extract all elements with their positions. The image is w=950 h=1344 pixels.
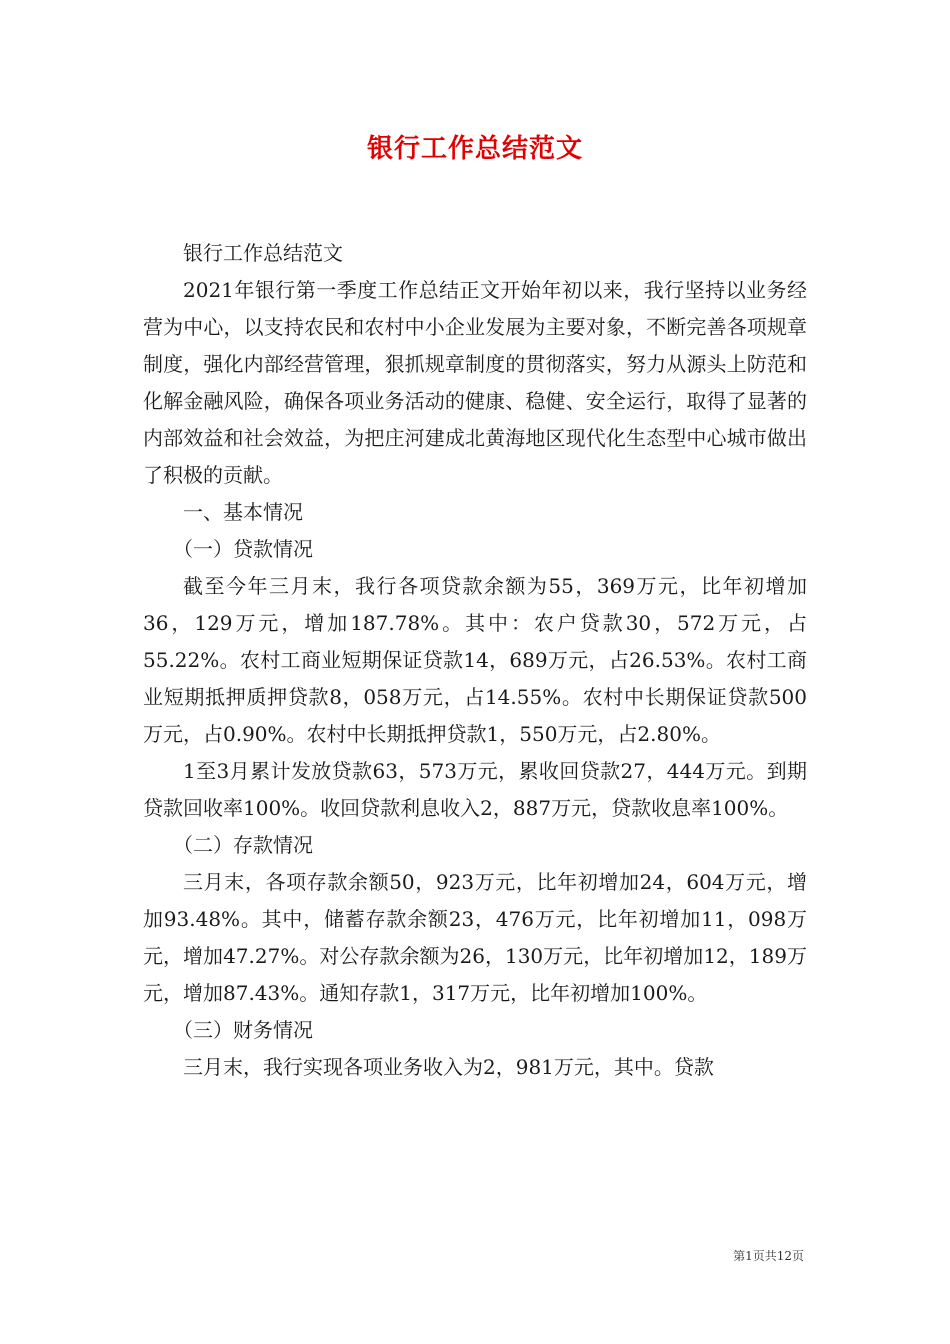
paragraph-finance: 三月末，我行实现各项业务收入为2，981万元，其中。贷款 (183, 1055, 714, 1079)
subsection-heading-deposits: （二）存款情况 (173, 833, 313, 857)
subsection-heading-finance: （三）财务情况 (173, 1018, 313, 1042)
paragraph-loan-issuance: 1至3月累计发放贷款63，573万元，累收回贷款27，444万元。到期贷款回收率100%。收回贷款利息收入2，887万元，贷款收息率100%。 (143, 759, 807, 820)
paragraph-loans: 截至今年三月末，我行各项贷款余额为55，369万元，比年初增加36，129万元，增加187.78%。其中：农户贷款30，572万元，占55.22%。农村工商业短期保证贷款14，689万元，占26.53%。农村工商业短期抵押质押贷款8，058万元，占14.55%。农村中长期保证贷款500万元，占0.90%。农村中长期抵押贷款1，550万元，占2.80%。 (143, 574, 807, 746)
subsection-heading-loans: （一）贷款情况 (173, 537, 313, 561)
document-title: 银行工作总结范文 (366, 134, 583, 164)
document-body (143, 235, 807, 1086)
paragraph-deposits: 三月末，各项存款余额50，923万元，比年初增加24，604万元，增加93.48%。其中，储蓄存款余额23，476万元，比年初增加11，098万元，增加47.27%。对公存款余额为26，130万元，比年初增加12，189万元，增加87.43%。通知存款1，317万元，比年初增加100%。 (143, 870, 807, 1005)
paragraph-heading: 银行工作总结范文 (183, 241, 343, 265)
page-number: 第1页共12页 (733, 1249, 804, 1263)
section-heading-basic: 一、基本情况 (183, 500, 303, 524)
paragraph-intro: 2021年银行第一季度工作总结正文开始年初以来，我行坚持以业务经营为中心，以支持农民和农村中小企业发展为主要对象，不断完善各项规章制度，强化内部经营管理，狠抓规章制度的贯彻落实，努力从源头上防范和化解金融风险，确保各项业务活动的健康、稳健、安全运行，取得了显著的内部效益和社会效益，为把庄河建成北黄海地区现代化生态型中心城市做出了积极的贡献。 (143, 278, 807, 487)
